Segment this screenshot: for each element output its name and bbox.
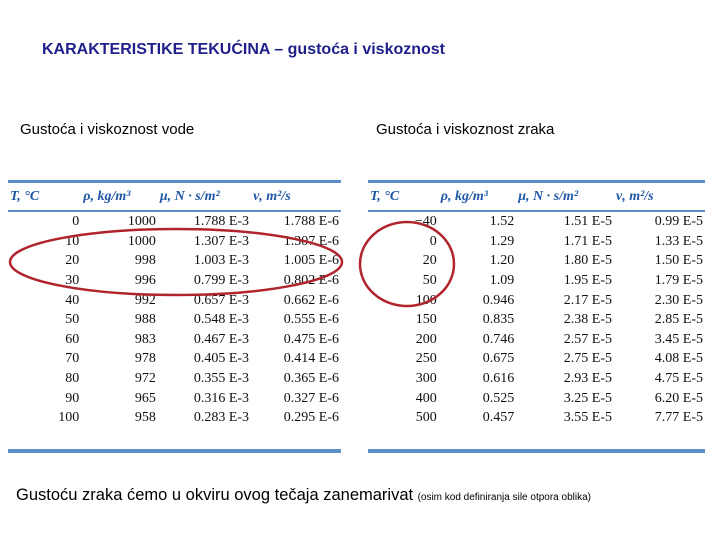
- cell-dynamic-viscosity: 2.38 E-5: [563, 312, 612, 328]
- cell-dynamic-viscosity: 0.405 E-3: [193, 351, 250, 367]
- cell-dynamic-viscosity: 0.657 E-3: [193, 292, 250, 308]
- cell-kinematic-viscosity: 0.99 E-5: [654, 214, 703, 230]
- cell-kinematic-viscosity: 7.77 E-5: [654, 410, 703, 426]
- cell-density: 1.09: [489, 273, 515, 289]
- cell-kinematic-viscosity: 6.20 E-5: [654, 390, 703, 406]
- table-row: [368, 251, 705, 271]
- table-row: [368, 290, 705, 310]
- cell-kinematic-viscosity: 0.365 E-6: [283, 371, 339, 387]
- table-row: [368, 310, 705, 330]
- cell-dynamic-viscosity: 1.307 E-3: [193, 233, 250, 249]
- cell-dynamic-viscosity: 2.57 E-5: [563, 331, 612, 347]
- cell-density: 0.525: [482, 390, 515, 406]
- header-temperature: T, °C: [8, 183, 81, 211]
- cell-kinematic-viscosity: 2.85 E-5: [654, 312, 703, 328]
- note-main-text: Gustoću zraka ćemo u okviru ovog tečaja zanemarivat: [16, 486, 414, 504]
- cell-dynamic-viscosity: 1.788 E-3: [193, 214, 250, 230]
- table-row: [368, 211, 705, 232]
- cell-kinematic-viscosity: 0.295 E-6: [283, 410, 339, 426]
- cell-temperature: 90: [65, 390, 80, 406]
- table-row: [368, 408, 705, 428]
- header-kinematic-viscosity: ν, m²/s: [614, 183, 705, 211]
- cell-temperature: 30: [65, 273, 80, 289]
- cell-dynamic-viscosity: 1.71 E-5: [563, 233, 612, 249]
- cell-temperature: 150: [415, 312, 437, 328]
- cell-dynamic-viscosity: 0.283 E-3: [193, 410, 250, 426]
- cell-kinematic-viscosity: 0.327 E-6: [283, 390, 339, 406]
- cell-density: 0.675: [482, 351, 515, 367]
- cell-kinematic-viscosity: 1.50 E-5: [654, 253, 703, 269]
- table-row: [368, 349, 705, 369]
- table-row: [8, 290, 341, 310]
- cell-temperature: 80: [65, 371, 80, 387]
- cell-temperature: 70: [65, 351, 80, 367]
- cell-dynamic-viscosity: 3.55 E-5: [563, 410, 612, 426]
- cell-dynamic-viscosity: 2.93 E-5: [563, 371, 612, 387]
- cell-temperature: 40: [65, 292, 80, 308]
- cell-kinematic-viscosity: 0.555 E-6: [283, 312, 339, 328]
- cell-density: 0.835: [482, 312, 515, 328]
- slide-title: KARAKTERISTIKE TEKUĆINA – gustoća i viskoznost: [42, 41, 446, 58]
- cell-temperature: 60: [65, 331, 80, 347]
- table-row: [368, 271, 705, 291]
- cell-dynamic-viscosity: 0.467 E-3: [193, 331, 250, 347]
- table-row: [8, 211, 341, 232]
- bottom-note: [16, 486, 591, 505]
- water-table-label: Gustoća i viskoznost vode: [20, 121, 195, 138]
- cell-kinematic-viscosity: 4.08 E-5: [654, 351, 703, 367]
- header-temperature: T, °C: [368, 183, 439, 211]
- cell-density: 0.746: [482, 331, 515, 347]
- cell-temperature: 250: [415, 351, 437, 367]
- cell-dynamic-viscosity: 0.799 E-3: [193, 273, 250, 289]
- cell-kinematic-viscosity: 0.475 E-6: [283, 331, 339, 347]
- cell-temperature: 50: [422, 273, 437, 289]
- cell-kinematic-viscosity: 3.45 E-5: [654, 331, 703, 347]
- table-row: [368, 330, 705, 350]
- table-row: [8, 271, 341, 291]
- cell-kinematic-viscosity: 2.30 E-5: [654, 292, 703, 308]
- table-row: [368, 369, 705, 389]
- table-row: [8, 408, 341, 428]
- cell-density: 0.946: [482, 292, 515, 308]
- cell-density: 992: [134, 292, 156, 308]
- table-row: [8, 388, 341, 408]
- table-row: [8, 251, 341, 271]
- cell-dynamic-viscosity: 0.316 E-3: [193, 390, 250, 406]
- cell-temperature: 500: [415, 410, 437, 426]
- cell-density: 958: [134, 410, 156, 426]
- cell-density: 972: [134, 371, 156, 387]
- table-header-row: [8, 183, 341, 211]
- cell-kinematic-viscosity: 1.307 E-6: [283, 233, 339, 249]
- cell-density: 1.52: [489, 214, 515, 230]
- cell-temperature: 400: [415, 390, 437, 406]
- cell-temperature: 300: [415, 371, 437, 387]
- table-row: [8, 310, 341, 330]
- cell-kinematic-viscosity: 1.005 E-6: [283, 253, 339, 269]
- table-row: [368, 232, 705, 252]
- header-density: ρ, kg/m³: [81, 183, 158, 211]
- cell-temperature: 10: [65, 233, 80, 249]
- cell-kinematic-viscosity: 0.662 E-6: [283, 292, 339, 308]
- cell-density: 1.20: [489, 253, 515, 269]
- cell-density: 988: [134, 312, 156, 328]
- cell-density: 0.616: [482, 371, 515, 387]
- header-density: ρ, kg/m³: [439, 183, 517, 211]
- cell-temperature: 100: [415, 292, 437, 308]
- cell-density: 1000: [127, 214, 156, 230]
- water-properties-table: [8, 180, 341, 453]
- cell-dynamic-viscosity: 2.17 E-5: [563, 292, 612, 308]
- cell-temperature: 20: [65, 253, 80, 269]
- cell-dynamic-viscosity: 0.355 E-3: [193, 371, 250, 387]
- cell-density: 998: [134, 253, 156, 269]
- cell-density: 983: [134, 331, 156, 347]
- cell-dynamic-viscosity: 1.003 E-3: [193, 253, 250, 269]
- table-row: [8, 330, 341, 350]
- table-header-row: [368, 183, 705, 211]
- cell-density: 1000: [127, 233, 156, 249]
- cell-kinematic-viscosity: 1.79 E-5: [654, 273, 703, 289]
- header-dynamic-viscosity: μ, N · s/m²: [158, 183, 251, 211]
- cell-temperature: 50: [65, 312, 80, 328]
- cell-kinematic-viscosity: 0.414 E-6: [283, 351, 339, 367]
- cell-kinematic-viscosity: 1.788 E-6: [283, 214, 339, 230]
- cell-temperature: 0: [429, 233, 437, 249]
- cell-temperature: 100: [58, 410, 80, 426]
- cell-density: 978: [134, 351, 156, 367]
- cell-dynamic-viscosity: 1.80 E-5: [563, 253, 612, 269]
- table-row: [8, 349, 341, 369]
- cell-dynamic-viscosity: 1.95 E-5: [563, 273, 612, 289]
- cell-temperature: −40: [414, 214, 437, 230]
- cell-density: 1.29: [489, 233, 515, 249]
- table-row: [368, 388, 705, 408]
- cell-dynamic-viscosity: 2.75 E-5: [563, 351, 612, 367]
- cell-density: 996: [134, 273, 156, 289]
- cell-temperature: 20: [422, 253, 437, 269]
- header-dynamic-viscosity: μ, N · s/m²: [516, 183, 614, 211]
- cell-kinematic-viscosity: 4.75 E-5: [654, 371, 703, 387]
- cell-dynamic-viscosity: 0.548 E-3: [193, 312, 250, 328]
- table-row: [8, 369, 341, 389]
- cell-kinematic-viscosity: 0.802 E-6: [283, 273, 339, 289]
- table-row: [8, 232, 341, 252]
- cell-dynamic-viscosity: 3.25 E-5: [563, 390, 612, 406]
- cell-kinematic-viscosity: 1.33 E-5: [654, 233, 703, 249]
- cell-density: 965: [134, 390, 156, 406]
- air-properties-table: [368, 180, 705, 453]
- header-kinematic-viscosity: ν, m²/s: [251, 183, 341, 211]
- air-table-label: Gustoća i viskoznost zraka: [376, 121, 555, 138]
- cell-temperature: 0: [72, 214, 80, 230]
- cell-density: 0.457: [482, 410, 515, 426]
- cell-dynamic-viscosity: 1.51 E-5: [563, 214, 612, 230]
- cell-temperature: 200: [415, 331, 437, 347]
- note-small-text: (osim kod definiranja sile otpora oblika): [417, 492, 591, 503]
